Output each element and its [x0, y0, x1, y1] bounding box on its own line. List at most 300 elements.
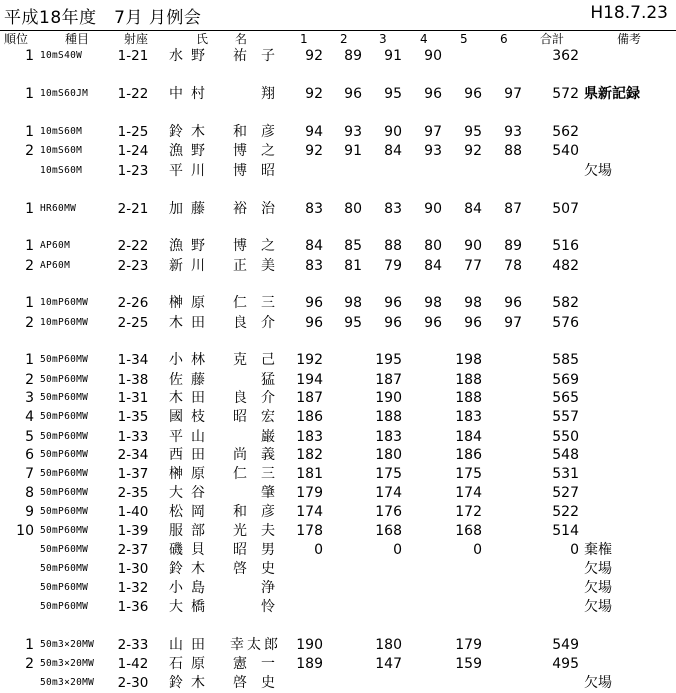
- header-rank: 順位: [4, 32, 29, 46]
- name-char: 巌: [261, 429, 275, 445]
- lane-cell: 1-38: [117, 372, 149, 388]
- name-char: 石: [169, 656, 183, 672]
- lane-cell: 2-21: [117, 201, 149, 217]
- page-title: 平成18年度 7月 月例会: [4, 8, 202, 28]
- lane-cell: 1-25: [117, 124, 149, 140]
- score-cell: 90: [464, 238, 482, 254]
- name-char: 田: [191, 637, 205, 653]
- name-char: 山: [169, 637, 183, 653]
- score-cell: 92: [305, 143, 323, 159]
- score-cell: 96: [305, 315, 323, 331]
- event-cell: 50mP60MW: [40, 601, 89, 612]
- table-row: [0, 483, 676, 503]
- score-cell: 97: [424, 124, 442, 140]
- event-cell: AP60M: [40, 240, 71, 251]
- lane-cell: 2-23: [117, 258, 149, 274]
- name-char: 浄: [261, 580, 275, 596]
- score-cell: 0: [393, 542, 402, 558]
- score-cell: 84: [305, 238, 323, 254]
- score-cell: 195: [375, 352, 402, 368]
- rank-cell: 1: [25, 201, 34, 217]
- name-char: 男: [261, 542, 275, 558]
- score-cell: 168: [455, 523, 482, 539]
- score-cell: 0: [314, 542, 323, 558]
- score-cell: 186: [455, 447, 482, 463]
- note-cell: 欠場: [584, 561, 612, 577]
- rank-cell: 1: [25, 48, 34, 64]
- lane-cell: 1-36: [117, 599, 149, 615]
- rank-cell: 2: [25, 315, 34, 331]
- name-char: 憲: [233, 656, 247, 672]
- lane-cell: 1-24: [117, 143, 149, 159]
- score-cell: 80: [344, 201, 362, 217]
- event-cell: 10mP60MW: [40, 317, 89, 328]
- name-char: 猛: [261, 372, 275, 388]
- name-char: 木: [191, 561, 205, 577]
- score-cell: 93: [504, 124, 522, 140]
- name-char: 介: [261, 315, 275, 331]
- score-cell: 83: [305, 258, 323, 274]
- total-cell: 576: [552, 315, 579, 331]
- name-char: 田: [191, 315, 205, 331]
- rank-cell: 7: [25, 466, 34, 482]
- total-cell: 527: [552, 485, 579, 501]
- score-cell: 84: [464, 201, 482, 217]
- event-cell: 50mP60MW: [40, 582, 89, 593]
- name-char: 昭: [233, 409, 247, 425]
- lane-cell: 1-37: [117, 466, 149, 482]
- score-cell: 95: [344, 315, 362, 331]
- score-cell: 91: [384, 48, 402, 64]
- header-event: 種目: [65, 32, 90, 46]
- table-row: [0, 350, 676, 370]
- score-cell: 147: [375, 656, 402, 672]
- rank-cell: 2: [25, 372, 34, 388]
- table-row: [0, 141, 676, 161]
- score-cell: 182: [296, 447, 323, 463]
- name-char: 宏: [261, 409, 275, 425]
- name-char: 昭: [233, 542, 247, 558]
- lane-cell: 1-34: [117, 352, 149, 368]
- score-cell: 97: [504, 315, 522, 331]
- score-cell: 90: [384, 124, 402, 140]
- name-char: 鈴: [169, 561, 183, 577]
- table-row: [0, 161, 676, 181]
- name-char: 尚: [233, 447, 247, 463]
- score-cell: 79: [384, 258, 402, 274]
- rank-cell: 1: [25, 352, 34, 368]
- name-char: 肇: [261, 485, 275, 501]
- name-char: 野: [191, 238, 205, 254]
- name-char: 光: [233, 523, 247, 539]
- score-cell: 96: [305, 295, 323, 311]
- score-cell: 80: [424, 238, 442, 254]
- score-cell: 96: [464, 315, 482, 331]
- table-row: [0, 540, 676, 560]
- lane-cell: 2-30: [117, 675, 149, 691]
- table-row: [0, 84, 676, 104]
- score-cell: 90: [424, 201, 442, 217]
- score-cell: 179: [455, 637, 482, 653]
- table-row: [0, 122, 676, 142]
- score-cell: 88: [504, 143, 522, 159]
- name-char: 水: [169, 48, 183, 64]
- name-char: 佐: [169, 372, 183, 388]
- name-char: 博: [233, 163, 247, 179]
- name-char: 克: [233, 352, 247, 368]
- name-char: 彦: [261, 124, 275, 140]
- event-cell: HR60MW: [40, 203, 77, 214]
- name-char: 仁: [233, 295, 247, 311]
- name-char: 幸太郎: [230, 637, 281, 653]
- score-cell: 85: [344, 238, 362, 254]
- rank-cell: 9: [25, 504, 34, 520]
- table-row: [0, 236, 676, 256]
- lane-cell: 2-26: [117, 295, 149, 311]
- name-char: 原: [191, 466, 205, 482]
- score-cell: 188: [455, 372, 482, 388]
- score-cell: 95: [384, 86, 402, 102]
- event-cell: 50mP60MW: [40, 411, 89, 422]
- name-char: 祐: [233, 48, 247, 64]
- total-cell: 562: [552, 124, 579, 140]
- name-char: 川: [191, 163, 205, 179]
- event-cell: 50mP60MW: [40, 506, 89, 517]
- name-char: 平: [169, 163, 183, 179]
- event-cell: 50mP60MW: [40, 354, 89, 365]
- name-char: 枝: [191, 409, 205, 425]
- table-row: [0, 445, 676, 465]
- name-char: 美: [261, 258, 275, 274]
- lane-cell: 1-22: [117, 86, 149, 102]
- name-char: 谷: [191, 485, 205, 501]
- score-cell: 96: [504, 295, 522, 311]
- name-char: 昭: [261, 163, 275, 179]
- name-char: 怜: [261, 599, 275, 615]
- score-cell: 190: [296, 637, 323, 653]
- header-score-6: 6: [500, 32, 508, 46]
- score-cell: 83: [305, 201, 323, 217]
- rank-cell: 1: [25, 295, 34, 311]
- event-cell: 10mS60JM: [40, 88, 89, 99]
- name-char: 史: [261, 561, 275, 577]
- score-cell: 89: [344, 48, 362, 64]
- score-cell: 92: [305, 86, 323, 102]
- name-char: 中: [169, 86, 183, 102]
- lane-cell: 2-25: [117, 315, 149, 331]
- total-cell: 495: [552, 656, 579, 672]
- score-cell: 180: [375, 637, 402, 653]
- name-char: 三: [261, 466, 275, 482]
- name-char: 原: [191, 295, 205, 311]
- header-total: 合計: [540, 32, 565, 46]
- header-score-1: 1: [300, 32, 308, 46]
- score-cell: 89: [504, 238, 522, 254]
- total-cell: 362: [552, 48, 579, 64]
- name-char: 一: [261, 656, 275, 672]
- name-char: 木: [169, 390, 183, 406]
- rank-cell: 2: [25, 258, 34, 274]
- total-cell: 516: [552, 238, 579, 254]
- event-cell: 50mP60MW: [40, 468, 89, 479]
- rank-cell: 1: [25, 86, 34, 102]
- score-cell: 174: [455, 485, 482, 501]
- name-char: 部: [191, 523, 205, 539]
- header-name-given: 名: [235, 32, 248, 46]
- header-note: 備考: [617, 32, 642, 46]
- total-cell: 507: [552, 201, 579, 217]
- event-cell: 10mS60M: [40, 165, 83, 176]
- name-char: 新: [169, 258, 183, 274]
- name-char: 夫: [261, 523, 275, 539]
- header-score-2: 2: [340, 32, 348, 46]
- header-score-3: 3: [379, 32, 387, 46]
- score-cell: 95: [464, 124, 482, 140]
- lane-cell: 2-22: [117, 238, 149, 254]
- name-char: 木: [169, 315, 183, 331]
- table-row: [0, 521, 676, 541]
- table-row: [0, 199, 676, 219]
- table-row: [0, 256, 676, 276]
- total-cell: 548: [552, 447, 579, 463]
- score-cell: 93: [344, 124, 362, 140]
- score-cell: 168: [375, 523, 402, 539]
- event-cell: 50mP60MW: [40, 563, 89, 574]
- score-cell: 176: [375, 504, 402, 520]
- name-char: 松: [169, 504, 183, 520]
- score-cell: 192: [296, 352, 323, 368]
- name-char: 之: [261, 143, 275, 159]
- lane-cell: 1-30: [117, 561, 149, 577]
- total-cell: 482: [552, 258, 579, 274]
- score-cell: 98: [344, 295, 362, 311]
- rank-cell: 1: [25, 124, 34, 140]
- score-cell: 183: [296, 429, 323, 445]
- rank-cell: 8: [25, 485, 34, 501]
- rank-cell: 2: [25, 143, 34, 159]
- rank-cell: 6: [25, 447, 34, 463]
- total-cell: 522: [552, 504, 579, 520]
- name-char: 大: [169, 485, 183, 501]
- score-cell: 188: [375, 409, 402, 425]
- note-cell: 県新記録: [584, 86, 640, 102]
- name-char: 大: [169, 599, 183, 615]
- event-cell: 50mP60MW: [40, 449, 89, 460]
- score-cell: 183: [375, 429, 402, 445]
- table-row: [0, 464, 676, 484]
- score-cell: 181: [296, 466, 323, 482]
- note-cell: 欠場: [584, 580, 612, 596]
- total-cell: 572: [552, 86, 579, 102]
- lane-cell: 1-32: [117, 580, 149, 596]
- name-char: 治: [261, 201, 275, 217]
- total-cell: 557: [552, 409, 579, 425]
- score-cell: 189: [296, 656, 323, 672]
- name-char: 川: [191, 258, 205, 274]
- name-char: 三: [261, 295, 275, 311]
- header-score-5: 5: [460, 32, 468, 46]
- table-row: [0, 46, 676, 66]
- table-row: [0, 388, 676, 408]
- name-char: 野: [191, 48, 205, 64]
- rank-cell: 3: [25, 390, 34, 406]
- name-char: 博: [233, 238, 247, 254]
- score-cell: 96: [384, 295, 402, 311]
- score-cell: 174: [296, 504, 323, 520]
- note-cell: 欠場: [584, 163, 612, 179]
- score-cell: 92: [464, 143, 482, 159]
- name-char: 榊: [169, 466, 183, 482]
- rank-cell: 2: [25, 656, 34, 672]
- name-char: 山: [191, 429, 205, 445]
- name-char: 林: [191, 352, 205, 368]
- score-cell: 84: [384, 143, 402, 159]
- score-cell: 81: [344, 258, 362, 274]
- header-lane: 射座: [124, 32, 149, 46]
- score-cell: 174: [375, 485, 402, 501]
- name-char: 木: [191, 124, 205, 140]
- table-row: [0, 407, 676, 427]
- rank-cell: 10: [16, 523, 34, 539]
- score-cell: 172: [455, 504, 482, 520]
- name-char: 服: [169, 523, 183, 539]
- event-cell: 50mP60MW: [40, 392, 89, 403]
- name-char: 藤: [191, 201, 205, 217]
- total-cell: 582: [552, 295, 579, 311]
- score-cell: 175: [455, 466, 482, 482]
- name-char: 野: [191, 143, 205, 159]
- name-char: 榊: [169, 295, 183, 311]
- name-char: 鈴: [169, 124, 183, 140]
- note-cell: 欠場: [584, 599, 612, 615]
- event-cell: 50m3×20MW: [40, 677, 95, 688]
- name-char: 博: [233, 143, 247, 159]
- header-name-family: 氏: [196, 32, 209, 46]
- score-cell: 98: [424, 295, 442, 311]
- event-cell: 50mP60MW: [40, 431, 89, 442]
- name-char: 貝: [191, 542, 205, 558]
- score-cell: 188: [455, 390, 482, 406]
- name-char: 良: [233, 390, 247, 406]
- score-cell: 184: [455, 429, 482, 445]
- name-char: 橋: [191, 599, 205, 615]
- score-cell: 93: [424, 143, 442, 159]
- table-row: [0, 559, 676, 579]
- total-cell: 550: [552, 429, 579, 445]
- event-cell: AP60M: [40, 260, 71, 271]
- rank-cell: 4: [25, 409, 34, 425]
- total-cell: 531: [552, 466, 579, 482]
- name-char: 平: [169, 429, 183, 445]
- score-cell: 91: [344, 143, 362, 159]
- event-cell: 50m3×20MW: [40, 639, 95, 650]
- lane-cell: 2-34: [117, 447, 149, 463]
- name-char: 翔: [261, 86, 275, 102]
- name-char: 小: [169, 352, 183, 368]
- score-cell: 94: [305, 124, 323, 140]
- note-cell: 欠場: [584, 675, 612, 691]
- name-char: 鈴: [169, 675, 183, 691]
- total-cell: 549: [552, 637, 579, 653]
- name-char: 加: [169, 201, 183, 217]
- name-char: 村: [191, 86, 205, 102]
- score-cell: 178: [296, 523, 323, 539]
- table-row: [0, 313, 676, 333]
- lane-cell: 2-35: [117, 485, 149, 501]
- name-char: 啓: [233, 675, 247, 691]
- note-cell: 棄権: [584, 542, 612, 558]
- event-cell: 10mP60MW: [40, 297, 89, 308]
- lane-cell: 1-31: [117, 390, 149, 406]
- event-cell: 50mP60MW: [40, 544, 89, 555]
- rank-cell: 1: [25, 238, 34, 254]
- score-cell: 183: [455, 409, 482, 425]
- score-cell: 87: [504, 201, 522, 217]
- score-cell: 96: [384, 315, 402, 331]
- event-cell: 10mS60M: [40, 126, 83, 137]
- name-char: 漁: [169, 238, 183, 254]
- lane-cell: 1-35: [117, 409, 149, 425]
- score-cell: 96: [344, 86, 362, 102]
- score-cell: 186: [296, 409, 323, 425]
- name-char: 島: [191, 580, 205, 596]
- table-row: [0, 578, 676, 598]
- table-row: [0, 502, 676, 522]
- name-char: 原: [191, 656, 205, 672]
- event-date: H18.7.23: [590, 3, 668, 23]
- name-char: 正: [233, 258, 247, 274]
- name-char: 漁: [169, 143, 183, 159]
- header-score-4: 4: [420, 32, 428, 46]
- total-cell: 585: [552, 352, 579, 368]
- score-cell: 78: [504, 258, 522, 274]
- name-char: 子: [261, 48, 275, 64]
- table-row: [0, 597, 676, 617]
- score-cell: 198: [455, 352, 482, 368]
- score-cell: 187: [296, 390, 323, 406]
- table-row: [0, 673, 676, 693]
- score-cell: 96: [464, 86, 482, 102]
- name-char: 和: [233, 124, 247, 140]
- name-char: 良: [233, 315, 247, 331]
- rank-cell: 5: [25, 429, 34, 445]
- lane-cell: 1-33: [117, 429, 149, 445]
- score-cell: 187: [375, 372, 402, 388]
- name-char: 介: [261, 390, 275, 406]
- name-char: 仁: [233, 466, 247, 482]
- score-cell: 84: [424, 258, 442, 274]
- lane-cell: 1-40: [117, 504, 149, 520]
- score-cell: 0: [473, 542, 482, 558]
- name-char: 裕: [233, 201, 247, 217]
- event-cell: 50mP60MW: [40, 525, 89, 536]
- score-cell: 159: [455, 656, 482, 672]
- name-char: 田: [191, 447, 205, 463]
- total-cell: 0: [570, 542, 579, 558]
- score-cell: 90: [424, 48, 442, 64]
- score-cell: 96: [424, 315, 442, 331]
- lane-cell: 2-37: [117, 542, 149, 558]
- total-cell: 514: [552, 523, 579, 539]
- total-cell: 540: [552, 143, 579, 159]
- lane-cell: 1-21: [117, 48, 149, 64]
- lane-cell: 1-42: [117, 656, 149, 672]
- score-cell: 88: [384, 238, 402, 254]
- lane-cell: 1-23: [117, 163, 149, 179]
- name-char: 小: [169, 580, 183, 596]
- name-char: 己: [261, 352, 275, 368]
- header-divider: [0, 30, 676, 31]
